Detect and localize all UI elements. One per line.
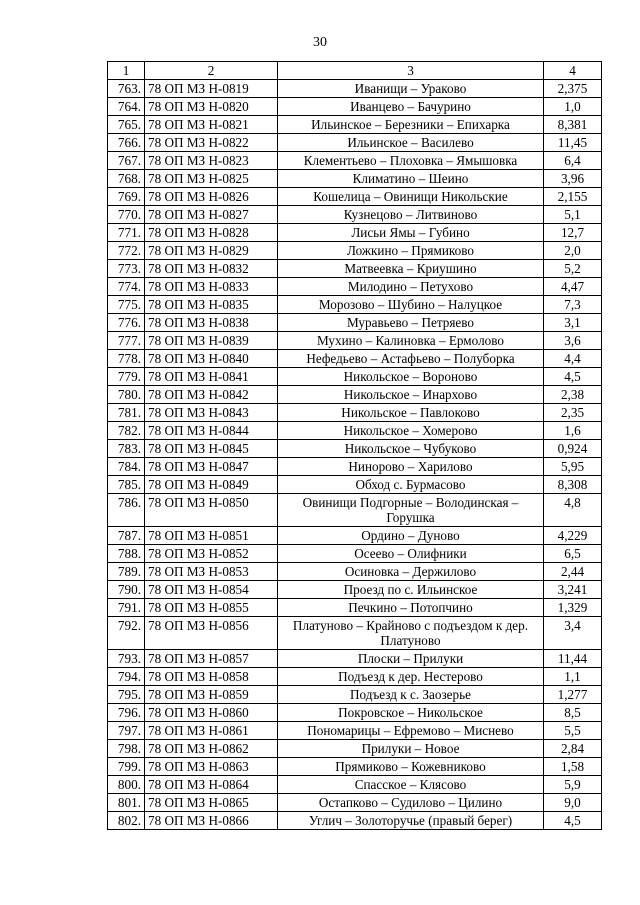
- road-name-cell: Никольское – Хомерово: [278, 422, 544, 440]
- road-code-cell: 78 ОП МЗ Н-0850: [145, 494, 278, 527]
- road-length-cell: 3,96: [544, 170, 602, 188]
- row-number-cell: 800.: [108, 776, 145, 794]
- row-number-cell: 788.: [108, 545, 145, 563]
- road-code-cell: 78 ОП МЗ Н-0842: [145, 386, 278, 404]
- table-row: [108, 116, 602, 134]
- road-length-cell: 4,5: [544, 368, 602, 386]
- road-name-cell: Осиновка – Держилово: [278, 563, 544, 581]
- road-code-cell: 78 ОП МЗ Н-0827: [145, 206, 278, 224]
- road-length-cell: 5,95: [544, 458, 602, 476]
- table-row: [108, 599, 602, 617]
- road-code-cell: 78 ОП МЗ Н-0863: [145, 758, 278, 776]
- road-name-cell: Никольское – Павлоково: [278, 404, 544, 422]
- row-number-cell: 793.: [108, 650, 145, 668]
- row-number-cell: 799.: [108, 758, 145, 776]
- road-code-cell: 78 ОП МЗ Н-0866: [145, 812, 278, 830]
- row-number-cell: 796.: [108, 704, 145, 722]
- row-number-cell: 792.: [108, 617, 145, 650]
- road-length-cell: 9,0: [544, 794, 602, 812]
- row-number-cell: 773.: [108, 260, 145, 278]
- row-number-cell: 797.: [108, 722, 145, 740]
- road-code-cell: 78 ОП МЗ Н-0847: [145, 458, 278, 476]
- row-number-cell: 776.: [108, 314, 145, 332]
- table-row: [108, 242, 602, 260]
- header-cell-4: 4: [544, 62, 602, 80]
- table-row: [108, 350, 602, 368]
- road-register-table: [107, 61, 602, 830]
- road-code-cell: 78 ОП МЗ Н-0859: [145, 686, 278, 704]
- road-length-cell: 2,35: [544, 404, 602, 422]
- road-name-cell: Обход с. Бурмасово: [278, 476, 544, 494]
- row-number-cell: 767.: [108, 152, 145, 170]
- road-length-cell: 1,329: [544, 599, 602, 617]
- table-row: [108, 440, 602, 458]
- table-row: [108, 527, 602, 545]
- road-code-cell: 78 ОП МЗ Н-0819: [145, 80, 278, 98]
- road-length-cell: 2,375: [544, 80, 602, 98]
- road-length-cell: 4,47: [544, 278, 602, 296]
- table-row: [108, 617, 602, 650]
- road-code-cell: 78 ОП МЗ Н-0856: [145, 617, 278, 650]
- road-name-cell: Остапково – Судилово – Цилино: [278, 794, 544, 812]
- row-number-cell: 789.: [108, 563, 145, 581]
- road-length-cell: 4,4: [544, 350, 602, 368]
- row-number-cell: 775.: [108, 296, 145, 314]
- road-code-cell: 78 ОП МЗ Н-0840: [145, 350, 278, 368]
- road-code-cell: 78 ОП МЗ Н-0855: [145, 599, 278, 617]
- row-number-cell: 801.: [108, 794, 145, 812]
- table-row: [108, 812, 602, 830]
- row-number-cell: 777.: [108, 332, 145, 350]
- row-number-cell: 780.: [108, 386, 145, 404]
- page-number: 30: [313, 35, 327, 50]
- road-length-cell: 1,277: [544, 686, 602, 704]
- road-length-cell: 6,4: [544, 152, 602, 170]
- table-row: [108, 224, 602, 242]
- road-length-cell: 8,5: [544, 704, 602, 722]
- table-row: [108, 260, 602, 278]
- road-name-cell: Печкино – Потопчино: [278, 599, 544, 617]
- road-name-cell: Углич – Золоторучье (правый берег): [278, 812, 544, 830]
- road-length-cell: 5,9: [544, 776, 602, 794]
- table-row: [108, 740, 602, 758]
- road-length-cell: 3,4: [544, 617, 602, 650]
- road-name-cell: Иванищи – Ураково: [278, 80, 544, 98]
- table-row: [108, 422, 602, 440]
- road-name-cell: Кошелица – Овинищи Никольские: [278, 188, 544, 206]
- road-name-cell: Никольское – Вороново: [278, 368, 544, 386]
- row-number-cell: 784.: [108, 458, 145, 476]
- road-name-cell: Никольское – Чубуково: [278, 440, 544, 458]
- road-code-cell: 78 ОП МЗ Н-0862: [145, 740, 278, 758]
- table-row: [108, 650, 602, 668]
- road-length-cell: 0,924: [544, 440, 602, 458]
- road-length-cell: 4,8: [544, 494, 602, 527]
- road-length-cell: 2,38: [544, 386, 602, 404]
- row-number-cell: 779.: [108, 368, 145, 386]
- road-name-cell: Иванцево – Бачурино: [278, 98, 544, 116]
- table-row: [108, 278, 602, 296]
- road-length-cell: 1,58: [544, 758, 602, 776]
- road-code-cell: 78 ОП МЗ Н-0853: [145, 563, 278, 581]
- row-number-cell: 774.: [108, 278, 145, 296]
- road-code-cell: 78 ОП МЗ Н-0864: [145, 776, 278, 794]
- table-row: [108, 476, 602, 494]
- road-length-cell: 11,44: [544, 650, 602, 668]
- table-row: [108, 170, 602, 188]
- row-number-cell: 791.: [108, 599, 145, 617]
- table-row: [108, 332, 602, 350]
- road-code-cell: 78 ОП МЗ Н-0841: [145, 368, 278, 386]
- road-name-cell: Климатино – Шеино: [278, 170, 544, 188]
- row-number-cell: 787.: [108, 527, 145, 545]
- road-code-cell: 78 ОП МЗ Н-0857: [145, 650, 278, 668]
- table-body: [108, 80, 602, 830]
- table-row: [108, 134, 602, 152]
- table-row: [108, 668, 602, 686]
- road-length-cell: 8,308: [544, 476, 602, 494]
- table-row: [108, 206, 602, 224]
- road-name-cell: Ильинское – Березники – Епихарка: [278, 116, 544, 134]
- row-number-cell: 790.: [108, 581, 145, 599]
- table-row: [108, 458, 602, 476]
- table-row: [108, 704, 602, 722]
- road-name-cell: Пономарицы – Ефремово – Миснево: [278, 722, 544, 740]
- table-row: [108, 98, 602, 116]
- row-number-cell: 798.: [108, 740, 145, 758]
- road-name-cell: Нинорово – Харилово: [278, 458, 544, 476]
- table-row: [108, 152, 602, 170]
- road-name-cell: Матвеевка – Криушино: [278, 260, 544, 278]
- table-row: [108, 722, 602, 740]
- header-cell-1: 1: [108, 62, 145, 80]
- road-name-cell: Милодино – Петухово: [278, 278, 544, 296]
- road-name-cell: Прямиково – Кожевниково: [278, 758, 544, 776]
- row-number-cell: 783.: [108, 440, 145, 458]
- table-row: [108, 494, 602, 527]
- row-number-cell: 768.: [108, 170, 145, 188]
- row-number-cell: 795.: [108, 686, 145, 704]
- row-number-cell: 786.: [108, 494, 145, 527]
- road-length-cell: 4,5: [544, 812, 602, 830]
- road-length-cell: 3,1: [544, 314, 602, 332]
- road-length-cell: 5,5: [544, 722, 602, 740]
- road-name-cell: Ордино – Дуново: [278, 527, 544, 545]
- table-header: [108, 62, 602, 80]
- row-number-cell: 772.: [108, 242, 145, 260]
- road-code-cell: 78 ОП МЗ Н-0835: [145, 296, 278, 314]
- road-code-cell: 78 ОП МЗ Н-0861: [145, 722, 278, 740]
- road-code-cell: 78 ОП МЗ Н-0820: [145, 98, 278, 116]
- header-row: [108, 62, 602, 80]
- road-code-cell: 78 ОП МЗ Н-0823: [145, 152, 278, 170]
- road-name-cell: Подъезд к с. Заозерье: [278, 686, 544, 704]
- road-name-cell: Морозово – Шубино – Налуцкое: [278, 296, 544, 314]
- table-row: [108, 581, 602, 599]
- road-code-cell: 78 ОП МЗ Н-0825: [145, 170, 278, 188]
- road-code-cell: 78 ОП МЗ Н-0854: [145, 581, 278, 599]
- table-row: [108, 758, 602, 776]
- road-code-cell: 78 ОП МЗ Н-0865: [145, 794, 278, 812]
- table-row: [108, 80, 602, 98]
- row-number-cell: 764.: [108, 98, 145, 116]
- road-code-cell: 78 ОП МЗ Н-0832: [145, 260, 278, 278]
- road-name-cell: Кузнецово – Литвиново: [278, 206, 544, 224]
- row-number-cell: 771.: [108, 224, 145, 242]
- road-code-cell: 78 ОП МЗ Н-0826: [145, 188, 278, 206]
- header-cell-3: 3: [278, 62, 544, 80]
- road-name-cell: Клементьево – Плоховка – Ямышовка: [278, 152, 544, 170]
- row-number-cell: 770.: [108, 206, 145, 224]
- road-name-cell: Мухино – Калиновка – Ермолово: [278, 332, 544, 350]
- road-code-cell: 78 ОП МЗ Н-0829: [145, 242, 278, 260]
- row-number-cell: 763.: [108, 80, 145, 98]
- road-length-cell: 1,0: [544, 98, 602, 116]
- table-row: [108, 563, 602, 581]
- road-code-cell: 78 ОП МЗ Н-0851: [145, 527, 278, 545]
- road-name-cell: Прилуки – Новое: [278, 740, 544, 758]
- road-length-cell: 2,84: [544, 740, 602, 758]
- road-name-cell: Подъезд к дер. Нестерово: [278, 668, 544, 686]
- road-length-cell: 2,44: [544, 563, 602, 581]
- road-code-cell: 78 ОП МЗ Н-0833: [145, 278, 278, 296]
- road-code-cell: 78 ОП МЗ Н-0860: [145, 704, 278, 722]
- table-row: [108, 776, 602, 794]
- row-number-cell: 769.: [108, 188, 145, 206]
- row-number-cell: 781.: [108, 404, 145, 422]
- row-number-cell: 766.: [108, 134, 145, 152]
- road-name-cell: Плоски – Прилуки: [278, 650, 544, 668]
- road-length-cell: 4,229: [544, 527, 602, 545]
- road-name-cell: Платуново – Крайново с подъездом к дер. Платуново: [278, 617, 544, 650]
- road-length-cell: 1,6: [544, 422, 602, 440]
- road-name-cell: Осеево – Олифники: [278, 545, 544, 563]
- road-code-cell: 78 ОП МЗ Н-0844: [145, 422, 278, 440]
- table-row: [108, 686, 602, 704]
- row-number-cell: 778.: [108, 350, 145, 368]
- row-number-cell: 765.: [108, 116, 145, 134]
- road-length-cell: 8,381: [544, 116, 602, 134]
- road-name-cell: Муравьево – Петряево: [278, 314, 544, 332]
- row-number-cell: 782.: [108, 422, 145, 440]
- table-row: [108, 545, 602, 563]
- table-row: [108, 188, 602, 206]
- road-code-cell: 78 ОП МЗ Н-0822: [145, 134, 278, 152]
- road-name-cell: Лисьи Ямы – Губино: [278, 224, 544, 242]
- road-code-cell: 78 ОП МЗ Н-0838: [145, 314, 278, 332]
- road-code-cell: 78 ОП МЗ Н-0849: [145, 476, 278, 494]
- road-code-cell: 78 ОП МЗ Н-0828: [145, 224, 278, 242]
- table-row: [108, 296, 602, 314]
- header-cell-2: 2: [145, 62, 278, 80]
- road-code-cell: 78 ОП МЗ Н-0843: [145, 404, 278, 422]
- table-row: [108, 314, 602, 332]
- road-code-cell: 78 ОП МЗ Н-0852: [145, 545, 278, 563]
- road-name-cell: Покровское – Никольское: [278, 704, 544, 722]
- road-length-cell: 7,3: [544, 296, 602, 314]
- road-length-cell: 2,155: [544, 188, 602, 206]
- road-length-cell: 3,6: [544, 332, 602, 350]
- road-name-cell: Ложкино – Прямиково: [278, 242, 544, 260]
- road-length-cell: 12,7: [544, 224, 602, 242]
- road-name-cell: Нефедьево – Астафьево – Полуборка: [278, 350, 544, 368]
- table-row: [108, 368, 602, 386]
- table-row: [108, 794, 602, 812]
- road-length-cell: 5,2: [544, 260, 602, 278]
- road-name-cell: Никольское – Инархово: [278, 386, 544, 404]
- road-name-cell: Ильинское – Василево: [278, 134, 544, 152]
- road-length-cell: 1,1: [544, 668, 602, 686]
- road-length-cell: 3,241: [544, 581, 602, 599]
- row-number-cell: 785.: [108, 476, 145, 494]
- road-code-cell: 78 ОП МЗ Н-0858: [145, 668, 278, 686]
- road-length-cell: 6,5: [544, 545, 602, 563]
- road-code-cell: 78 ОП МЗ Н-0839: [145, 332, 278, 350]
- road-code-cell: 78 ОП МЗ Н-0821: [145, 116, 278, 134]
- row-number-cell: 802.: [108, 812, 145, 830]
- row-number-cell: 794.: [108, 668, 145, 686]
- road-name-cell: Овинищи Подгорные – Володинская – Горушка: [278, 494, 544, 527]
- road-length-cell: 5,1: [544, 206, 602, 224]
- table-row: [108, 404, 602, 422]
- road-name-cell: Спасское – Клясово: [278, 776, 544, 794]
- table-row: [108, 386, 602, 404]
- road-name-cell: Проезд по с. Ильинское: [278, 581, 544, 599]
- road-length-cell: 2,0: [544, 242, 602, 260]
- road-length-cell: 11,45: [544, 134, 602, 152]
- road-code-cell: 78 ОП МЗ Н-0845: [145, 440, 278, 458]
